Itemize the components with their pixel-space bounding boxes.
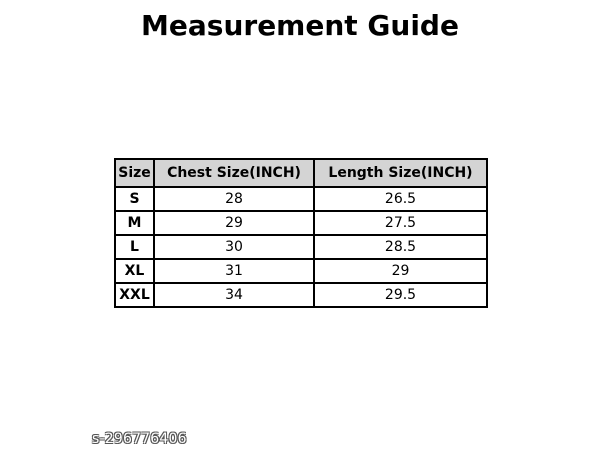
chest-cell: 30	[154, 235, 314, 259]
length-cell: 29.5	[314, 283, 487, 307]
table-header	[115, 159, 487, 187]
length-cell: 27.5	[314, 211, 487, 235]
measurement-table	[114, 158, 488, 308]
size-cell: L	[115, 235, 154, 259]
chest-cell: 31	[154, 259, 314, 283]
header-row	[115, 159, 487, 187]
length-cell: 28.5	[314, 235, 487, 259]
table-body	[115, 187, 487, 307]
size-cell: XXL	[115, 283, 154, 307]
chest-cell: 28	[154, 187, 314, 211]
size-cell: XL	[115, 259, 154, 283]
table-row	[115, 187, 487, 211]
table-row	[115, 211, 487, 235]
length-cell: 29	[314, 259, 487, 283]
sku-watermark: s-296776406	[92, 431, 187, 447]
chest-cell: 29	[154, 211, 314, 235]
table-row	[115, 235, 487, 259]
length-cell: 26.5	[314, 187, 487, 211]
page-title: Measurement Guide	[141, 9, 459, 42]
size-cell: M	[115, 211, 154, 235]
header-length-size: Length Size(INCH)	[314, 159, 487, 187]
table-row	[115, 283, 487, 307]
chest-cell: 34	[154, 283, 314, 307]
header-size: Size	[115, 159, 154, 187]
size-cell: S	[115, 187, 154, 211]
header-chest-size: Chest Size(INCH)	[154, 159, 314, 187]
table-row	[115, 259, 487, 283]
